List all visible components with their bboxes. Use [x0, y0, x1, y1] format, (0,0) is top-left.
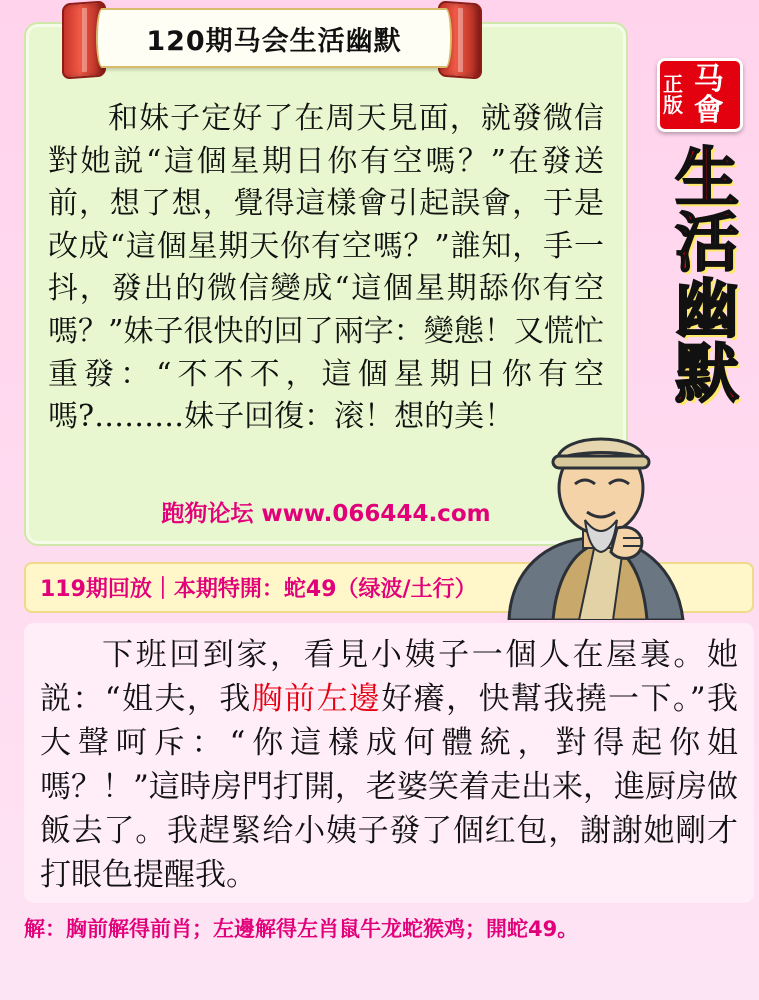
stamp-line2-char1: 马會	[693, 61, 724, 128]
answer-line: 解：胸前解得前肖；左邊解得左肖鼠牛龙蛇猴鸡；開蛇49。	[24, 917, 579, 942]
stamp-line1-char1: 正版	[663, 72, 683, 117]
scroll-banner	[62, 2, 482, 80]
bottom-joke-text	[40, 633, 738, 897]
vertical-title-char-1: 生	[675, 141, 739, 216]
old-man-illustration	[491, 420, 701, 620]
site-url[interactable]: 跑狗论坛 www.066444.com	[161, 501, 491, 527]
bottom-text-part1: 下班回到家，看見小姨子一個人在屋裏。她説：“姐夫，我	[40, 637, 738, 718]
vertical-title-char-3: 幽	[675, 271, 739, 347]
stamp-col-left	[663, 74, 692, 116]
result-strip: 119期回放｜本期特開：蛇49（绿波/土行）	[24, 562, 754, 613]
old-man-svg	[491, 420, 701, 620]
vertical-title-char-2: 活	[675, 206, 739, 282]
bottom-text-part2: 好癢，快幫我撓一下。”我大聲呵斥：“你這樣成何體統，對得起你姐嗎？！”這時房門打開，老婆笑着走出来，進厨房做飯去了。我趕緊给小姨子發了個红包，謝謝她剛才打眼色提醒我。	[40, 681, 739, 894]
bottom-text-highlight: 胸前左邊	[251, 681, 382, 718]
stamp-col-right	[693, 61, 737, 128]
banner-ribbon	[96, 8, 452, 68]
bottom-joke-panel	[24, 623, 754, 903]
banner-title: 120期马会生活幽默	[146, 25, 402, 57]
vertical-title	[661, 141, 753, 412]
vertical-title-char-4: 默	[675, 336, 739, 412]
official-stamp	[657, 58, 743, 132]
top-joke-text: 和妹子定好了在周天見面，就發微信對她説“這個星期日你有空嗎？”在發送前，想了想，覺得這樣會引起誤會，于是改成“這個星期天你有空嗎？”誰知，手一抖，發出的微信變成“這個星期舔你有空嗎？”妹子很快的回了兩字：變態！又慌忙重發：“不不不，這個星期日你有空嗎?………妹子回復：滚！想的美！	[48, 101, 604, 435]
